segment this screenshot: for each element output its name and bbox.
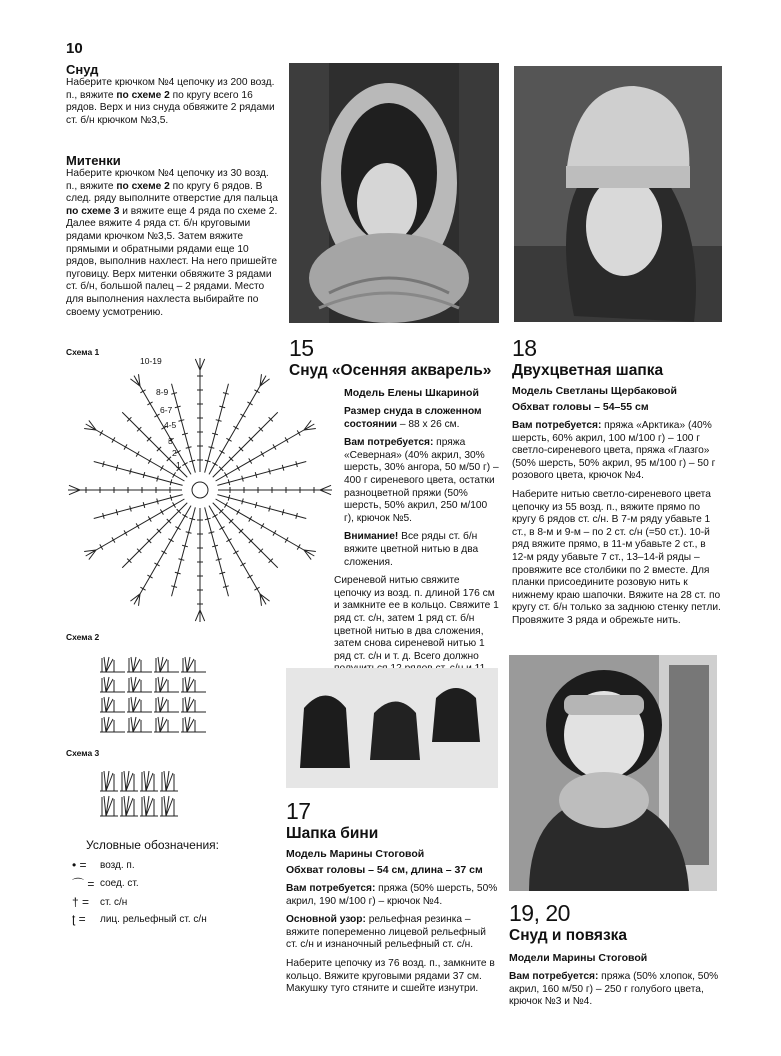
schema1-stitch [226,438,231,441]
schema1-stitch [254,587,259,590]
schema1-stitch [100,430,103,435]
schema-cell [181,657,206,672]
schema1-stitch [100,544,103,549]
schema-cell [181,717,206,732]
item15-body: Сиреневой нитью свяжите цепочку из возд. п. длиной 176 см и замкните ее в кольцо. Свяжите 1 ряд ст. с/н, затем 1 ряд ст. б/н цветной нитью в два сложения, затем снова сиреневой нитью 1 ряд ст. с/н и т. д. Всего должно [334,575,499,662]
schema1-stitch [261,451,264,456]
schema-cell [154,697,179,712]
schema1-stitch [219,450,224,453]
schema1-stitch [147,402,152,405]
item18-title: Двухцветная шапка [512,362,664,379]
schema-cell [154,677,179,692]
schema1-stitch [173,472,176,477]
schema-cell [100,796,118,816]
snood-title: Снуд [66,62,99,77]
schema1-ray [205,384,229,473]
item15-section [289,335,499,714]
item15-attention: Внимание! Все ряды ст. б/н вяжите цветной нитью в два сложения. [344,531,479,568]
item18-body: Наберите нитью светло-сиреневого цвета цепочку из 55 возд. п., вяжите прямо по кругу 6 рядов ст. с/н. В 7-м ряду убавьте 1 ст., в 8-м и 9-м – по 2 ст. с/н (=50 ст.). 10-й ряд вяжите прямо, в 11-м убавьте 2 ст., в 12-м ряду убавьте 7 ст., 13–14-й ряды – провяжите все столбики по 2 вместе. Для планки присоедините розовую нить к нижнему краю шапочки. Вяжите на 28 ст. по кругу ст. б/н только за заднюю стенку петли. Провяжите 3 ряда и обрежьте нить. [512,488,721,626]
schema1-stitch [124,444,127,449]
schema1-stitch [233,426,238,429]
schema1-stitch [147,575,152,578]
photo-beanies [286,668,498,788]
schema-cell [181,697,206,712]
schema-cell [100,697,125,712]
schema-cell [100,657,125,672]
item17-title: Шапка бини [286,825,379,842]
schema1-ray [94,495,183,519]
schema-cell [127,677,152,692]
schema-cell [100,717,125,732]
schema1-stitch [247,575,252,578]
schema1-stitch [124,530,127,535]
schema3-label: Схема 3 [66,748,100,758]
schema1-fan [130,594,140,606]
schema1-stitch [140,587,145,590]
item15-title: Снуд «Осенняя акварель» [289,362,492,379]
schema1-stitch [168,539,173,542]
schema1-mark-67: 6-7 [160,405,173,415]
schema1-stitch [247,402,252,405]
schema1-stitch [261,523,264,528]
legend-item: ʈ = лиц. рельефный ст. с/н [72,912,207,926]
item1920-need: Вам потребуется: пряжа (50% хлопок, 50% акрил, 160 м/50 г) – 250 г голубого цвета, крючок №3 и №4. [509,971,719,1008]
schema2-diagram [96,650,214,738]
legend-title: Условные обозначения: [86,838,219,852]
schema1-stitch [237,509,240,514]
schema-cell [140,796,158,816]
schema-cell [120,796,138,816]
item1920-number: 19, 20 [509,900,570,926]
schema-cell [120,771,138,791]
schema1-mark-1: 1 [176,460,181,470]
schema1-ray [172,507,196,596]
schema1-stitch [285,537,288,542]
item17-need: Вам потребуется: пряжа (50% шерсть, 50% акрил, 190 м/100 г) – крючок №4. [286,883,498,907]
schema1-stitch [273,530,276,535]
schema1-mark-3: 3 [168,436,173,446]
mittens-section [66,153,278,319]
item17-pattern: Основной узор: рельефная резинка – вяжите попеременно лицевой рельефный ст. с/н и изнаночный рельефный ст. с/н. [286,914,486,951]
schema1-mark-2: 2 [172,448,177,458]
photo-two-color-hat [514,66,722,322]
mittens-text: Наберите крючком №4 цепочку из 30 возд. п., вяжите по схеме 2 по кругу 6 рядов. В след. ряду выполните отверстие для пальца по схеме 3 и вяжите еще 4 ряда по схеме 2. Далее вяжите 4 ряда ст. б/н круговыми рядами крючком №3,5. Затем вяжите прямыми и обратными рядами еще 10 рядов, выполнив нахлест. На него пришейте пуговицу. Верх митенки обвяжите 3 рядами ст. б/н, большой палец – 2 рядами. Место для выполнения нахлеста выбирайте по своему усмотрению. [66,168,278,318]
schema1-fan [195,358,204,370]
schema1-stitch [254,390,259,393]
schema1-stitch [224,502,227,507]
schema1-fan [68,485,80,494]
schema-cell [127,697,152,712]
item18-model: Модель Светланы Щербаковой [512,385,677,397]
schema-cell [154,717,179,732]
schema-cell [127,657,152,672]
schema1-fan [195,610,204,622]
schema1-fan [84,550,96,560]
legend-item: • = возд. п. [72,858,135,872]
item18-section [512,335,722,628]
schema-cell [100,677,125,692]
schema1-mark-1019: 10-19 [140,356,162,366]
schema1-stitch [161,551,166,554]
schema-cell [181,677,206,692]
schema1-stitch [148,516,151,521]
schema1-stitch [237,465,240,470]
item18-number: 18 [512,335,537,361]
item17-model: Модель Марины Стоговой [286,848,425,860]
schema1-stitch [212,514,217,517]
schema1-stitch [154,414,159,417]
schema1-label: Схема 1 [66,347,100,357]
schema1-stitch [226,539,231,542]
item17-section [286,798,498,996]
schema1-ray [94,462,183,486]
schema-cell [100,771,118,791]
schema-cell [140,771,158,791]
item18-need: Вам потребуется: пряжа «Арктика» (40% шерсть, 60% акрил, 100 м/100 г) – 100 г светло-сиреневого цвета, пряжа «Глазго» (50% шерсть, 50% акрил, 95 м/100 г) – 50 г розового цвета, крючок №4. [512,420,716,482]
item18-size: Обхват головы – 54–55 см [512,401,649,413]
schema-cell [160,771,178,791]
item17-number: 17 [286,798,311,824]
schema1-stitch [240,563,245,566]
schema1-stitch [233,551,238,554]
snood-section [66,62,278,127]
schema1-stitch [249,458,252,463]
item15-size: Размер снуда в сложенном состоянии – 88 х 26 см. [344,406,482,430]
item15-model: Модель Елены Шкариной [344,387,479,399]
item17-body: Наберите цепочку из 76 возд. п., замкните в кольцо. Вяжите круговыми рядами 37 см. Макушку туго стяните и сшейте изнутри. [286,957,495,995]
page-number: 10 [66,40,83,57]
schema1-fan [260,594,270,606]
schema1-stitch [175,527,180,530]
schema1-stitch [249,516,252,521]
schema1-stitch [219,527,224,530]
schema1-stitch [273,444,276,449]
item1920-model: Модели Марины Стоговой [509,952,648,964]
schema1-fan [84,420,96,430]
item15-need: Вам потребуется: пряжа «Северная» (40% акрил, 30% шерсть, 30% ангора, 50 м/50 г) – 400 г сиреневого цвета, остатки разноцветной пряжи (50% шерсть, 50% акрил, 250 м/100 г), крючок №5. [344,437,499,524]
schema1-stitch [112,437,115,442]
snood-text: Наберите крючком №4 цепочку из 200 возд. п., вяжите по схеме 2 по кругу всего 16 рядов. Верх и низ снуда обвяжите 2 рядами ст. б/н крючком №3,5. [66,77,275,126]
legend [72,838,282,929]
schema1-ray [122,503,187,568]
schema1-stitch [148,458,151,463]
schema1-stitch [154,563,159,566]
schema1-mark-89: 8-9 [156,387,169,397]
schema1-ray [213,503,278,568]
schema1-fan [260,374,270,386]
schema1-stitch [140,390,145,393]
schema1-stitch [136,523,139,528]
schema1-stitch [160,465,163,470]
schema1-stitch [224,472,227,477]
schema1-stitch [112,537,115,542]
schema1-fan [130,374,140,386]
schema1-stitch [173,502,176,507]
schema1-ray [205,507,229,596]
schema1-mark-45: 4-5 [164,420,177,430]
photo-snood-woman [289,63,499,323]
mittens-title: Митенки [66,153,121,168]
schema1-stitch [182,514,187,517]
schema1-ray [213,412,278,477]
schema2-label: Схема 2 [66,632,100,642]
schema3-diagram [96,764,186,822]
photo-snood-and-headband [509,655,717,891]
schema1-stitch [285,437,288,442]
schema1-stitch [182,463,187,466]
legend-item: † = ст. с/н [72,895,128,909]
item1920-title: Снуд и повязка [509,927,628,944]
schema-cell [127,717,152,732]
item17-size: Обхват головы – 54 см, длина – 37 см [286,864,483,876]
schema1-stitch [136,451,139,456]
schema1-stitch [212,463,217,466]
schema1-center [192,482,208,498]
schema-cell [154,657,179,672]
schema1-stitch [160,509,163,514]
schema-cell [160,796,178,816]
item1920-section [509,900,721,1009]
legend-item: ⌒ = соед. ст. [72,877,139,891]
schema1-stitch [240,414,245,417]
item15-number: 15 [289,335,314,361]
